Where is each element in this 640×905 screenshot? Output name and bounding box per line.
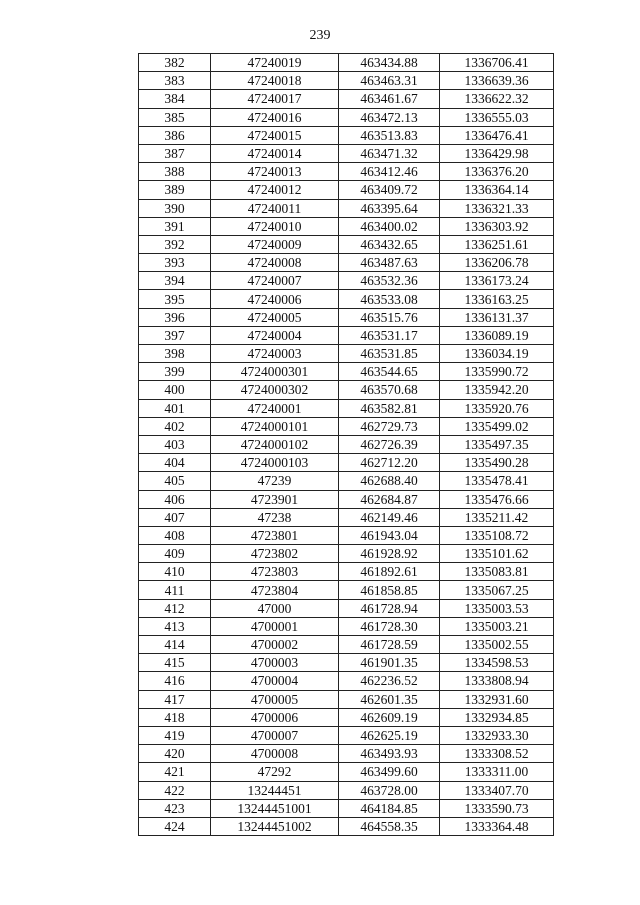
point-number-cell: 405 <box>139 472 211 490</box>
table-row <box>139 308 554 326</box>
table-row <box>139 54 554 72</box>
point-number-cell: 404 <box>139 454 211 472</box>
table-row <box>139 326 554 344</box>
table-row <box>139 381 554 399</box>
point-code-cell: 47240017 <box>211 90 339 108</box>
table-row <box>139 126 554 144</box>
point-code-cell: 13244451001 <box>211 799 339 817</box>
x-coordinate-cell: 463544.65 <box>339 363 440 381</box>
table-row <box>139 636 554 654</box>
x-coordinate-cell: 463400.02 <box>339 217 440 235</box>
point-number-cell: 386 <box>139 126 211 144</box>
page-number: 239 <box>309 28 331 43</box>
x-coordinate-cell: 461892.61 <box>339 563 440 581</box>
table-row <box>139 345 554 363</box>
table-row <box>139 763 554 781</box>
y-coordinate-cell: 1336376.20 <box>440 163 554 181</box>
point-code-cell: 4724000301 <box>211 363 339 381</box>
x-coordinate-cell: 462236.52 <box>339 672 440 690</box>
x-coordinate-cell: 463409.72 <box>339 181 440 199</box>
point-number-cell: 408 <box>139 526 211 544</box>
point-number-cell: 422 <box>139 781 211 799</box>
x-coordinate-cell: 463434.88 <box>339 54 440 72</box>
point-code-cell: 47240001 <box>211 399 339 417</box>
table-row <box>139 217 554 235</box>
point-number-cell: 394 <box>139 272 211 290</box>
point-code-cell: 4700004 <box>211 672 339 690</box>
point-number-cell: 420 <box>139 745 211 763</box>
x-coordinate-cell: 461928.92 <box>339 545 440 563</box>
y-coordinate-cell: 1336034.19 <box>440 345 554 363</box>
y-coordinate-cell: 1336206.78 <box>440 254 554 272</box>
y-coordinate-cell: 1336706.41 <box>440 54 554 72</box>
point-number-cell: 406 <box>139 490 211 508</box>
point-code-cell: 4723802 <box>211 545 339 563</box>
x-coordinate-cell: 462712.20 <box>339 454 440 472</box>
point-code-cell: 47240008 <box>211 254 339 272</box>
x-coordinate-cell: 463432.65 <box>339 235 440 253</box>
point-number-cell: 424 <box>139 817 211 835</box>
point-code-cell: 4724000103 <box>211 454 339 472</box>
point-code-cell: 4700008 <box>211 745 339 763</box>
y-coordinate-cell: 1336251.61 <box>440 235 554 253</box>
x-coordinate-cell: 462729.73 <box>339 417 440 435</box>
x-coordinate-cell: 464184.85 <box>339 799 440 817</box>
y-coordinate-cell: 1335942.20 <box>440 381 554 399</box>
table-row <box>139 490 554 508</box>
table-row <box>139 399 554 417</box>
y-coordinate-cell: 1335003.21 <box>440 617 554 635</box>
y-coordinate-cell: 1336303.92 <box>440 217 554 235</box>
y-coordinate-cell: 1336131.37 <box>440 308 554 326</box>
table-row <box>139 144 554 162</box>
point-number-cell: 396 <box>139 308 211 326</box>
x-coordinate-cell: 463513.83 <box>339 126 440 144</box>
table-row <box>139 817 554 835</box>
table-row <box>139 108 554 126</box>
y-coordinate-cell: 1334598.53 <box>440 654 554 672</box>
y-coordinate-cell: 1336429.98 <box>440 144 554 162</box>
table-row <box>139 472 554 490</box>
point-code-cell: 4724000102 <box>211 435 339 453</box>
table-row <box>139 254 554 272</box>
point-code-cell: 47240004 <box>211 326 339 344</box>
point-number-cell: 421 <box>139 763 211 781</box>
x-coordinate-cell: 463487.63 <box>339 254 440 272</box>
table-row <box>139 672 554 690</box>
point-number-cell: 382 <box>139 54 211 72</box>
x-coordinate-cell: 463493.93 <box>339 745 440 763</box>
point-number-cell: 401 <box>139 399 211 417</box>
y-coordinate-cell: 1335499.02 <box>440 417 554 435</box>
point-code-cell: 47239 <box>211 472 339 490</box>
point-number-cell: 418 <box>139 708 211 726</box>
coordinates-table-body <box>139 54 554 836</box>
point-number-cell: 387 <box>139 144 211 162</box>
point-code-cell: 13244451002 <box>211 817 339 835</box>
point-number-cell: 413 <box>139 617 211 635</box>
y-coordinate-cell: 1336163.25 <box>440 290 554 308</box>
point-code-cell: 47240011 <box>211 199 339 217</box>
table-row <box>139 199 554 217</box>
point-number-cell: 411 <box>139 581 211 599</box>
point-number-cell: 389 <box>139 181 211 199</box>
point-code-cell: 4723801 <box>211 526 339 544</box>
x-coordinate-cell: 462609.19 <box>339 708 440 726</box>
point-code-cell: 47240016 <box>211 108 339 126</box>
point-number-cell: 385 <box>139 108 211 126</box>
point-code-cell: 47240019 <box>211 54 339 72</box>
coordinates-table <box>138 53 554 836</box>
point-code-cell: 47240012 <box>211 181 339 199</box>
point-code-cell: 13244451 <box>211 781 339 799</box>
point-number-cell: 403 <box>139 435 211 453</box>
point-number-cell: 392 <box>139 235 211 253</box>
table-row <box>139 545 554 563</box>
y-coordinate-cell: 1333364.48 <box>440 817 554 835</box>
y-coordinate-cell: 1335490.28 <box>440 454 554 472</box>
x-coordinate-cell: 463461.67 <box>339 90 440 108</box>
point-number-cell: 417 <box>139 690 211 708</box>
y-coordinate-cell: 1335108.72 <box>440 526 554 544</box>
point-code-cell: 47240013 <box>211 163 339 181</box>
table-row <box>139 799 554 817</box>
point-number-cell: 388 <box>139 163 211 181</box>
y-coordinate-cell: 1335990.72 <box>440 363 554 381</box>
point-number-cell: 397 <box>139 326 211 344</box>
point-code-cell: 4723804 <box>211 581 339 599</box>
point-number-cell: 410 <box>139 563 211 581</box>
y-coordinate-cell: 1335067.25 <box>440 581 554 599</box>
point-code-cell: 47292 <box>211 763 339 781</box>
y-coordinate-cell: 1332931.60 <box>440 690 554 708</box>
y-coordinate-cell: 1333808.94 <box>440 672 554 690</box>
table-row <box>139 599 554 617</box>
x-coordinate-cell: 461728.30 <box>339 617 440 635</box>
y-coordinate-cell: 1333590.73 <box>440 799 554 817</box>
point-code-cell: 47240009 <box>211 235 339 253</box>
x-coordinate-cell: 463532.36 <box>339 272 440 290</box>
y-coordinate-cell: 1336173.24 <box>440 272 554 290</box>
x-coordinate-cell: 463582.81 <box>339 399 440 417</box>
y-coordinate-cell: 1335478.41 <box>440 472 554 490</box>
x-coordinate-cell: 462149.46 <box>339 508 440 526</box>
x-coordinate-cell: 463499.60 <box>339 763 440 781</box>
y-coordinate-cell: 1335003.53 <box>440 599 554 617</box>
point-number-cell: 393 <box>139 254 211 272</box>
point-number-cell: 390 <box>139 199 211 217</box>
x-coordinate-cell: 463570.68 <box>339 381 440 399</box>
x-coordinate-cell: 461728.94 <box>339 599 440 617</box>
point-code-cell: 47240010 <box>211 217 339 235</box>
x-coordinate-cell: 461943.04 <box>339 526 440 544</box>
table-row <box>139 526 554 544</box>
x-coordinate-cell: 463463.31 <box>339 72 440 90</box>
point-number-cell: 416 <box>139 672 211 690</box>
y-coordinate-cell: 1336622.32 <box>440 90 554 108</box>
y-coordinate-cell: 1335083.81 <box>440 563 554 581</box>
y-coordinate-cell: 1333308.52 <box>440 745 554 763</box>
table-row <box>139 235 554 253</box>
x-coordinate-cell: 462688.40 <box>339 472 440 490</box>
table-row <box>139 508 554 526</box>
point-number-cell: 399 <box>139 363 211 381</box>
point-code-cell: 47238 <box>211 508 339 526</box>
x-coordinate-cell: 463515.76 <box>339 308 440 326</box>
point-code-cell: 47240007 <box>211 272 339 290</box>
point-number-cell: 398 <box>139 345 211 363</box>
table-row <box>139 290 554 308</box>
x-coordinate-cell: 461728.59 <box>339 636 440 654</box>
y-coordinate-cell: 1335002.55 <box>440 636 554 654</box>
point-code-cell: 47000 <box>211 599 339 617</box>
point-code-cell: 4724000101 <box>211 417 339 435</box>
point-number-cell: 415 <box>139 654 211 672</box>
y-coordinate-cell: 1336555.03 <box>440 108 554 126</box>
x-coordinate-cell: 464558.35 <box>339 817 440 835</box>
y-coordinate-cell: 1336476.41 <box>440 126 554 144</box>
point-number-cell: 407 <box>139 508 211 526</box>
point-number-cell: 409 <box>139 545 211 563</box>
y-coordinate-cell: 1336321.33 <box>440 199 554 217</box>
y-coordinate-cell: 1335476.66 <box>440 490 554 508</box>
x-coordinate-cell: 463533.08 <box>339 290 440 308</box>
table-row <box>139 90 554 108</box>
x-coordinate-cell: 462726.39 <box>339 435 440 453</box>
point-code-cell: 47240006 <box>211 290 339 308</box>
y-coordinate-cell: 1336639.36 <box>440 72 554 90</box>
x-coordinate-cell: 461858.85 <box>339 581 440 599</box>
y-coordinate-cell: 1335101.62 <box>440 545 554 563</box>
x-coordinate-cell: 463531.85 <box>339 345 440 363</box>
x-coordinate-cell: 462684.87 <box>339 490 440 508</box>
y-coordinate-cell: 1332934.85 <box>440 708 554 726</box>
point-code-cell: 47240018 <box>211 72 339 90</box>
point-number-cell: 383 <box>139 72 211 90</box>
table-row <box>139 272 554 290</box>
point-number-cell: 400 <box>139 381 211 399</box>
x-coordinate-cell: 462601.35 <box>339 690 440 708</box>
y-coordinate-cell: 1333311.00 <box>440 763 554 781</box>
point-code-cell: 4723803 <box>211 563 339 581</box>
y-coordinate-cell: 1335920.76 <box>440 399 554 417</box>
table-row <box>139 745 554 763</box>
x-coordinate-cell: 463472.13 <box>339 108 440 126</box>
table-row <box>139 72 554 90</box>
x-coordinate-cell: 463531.17 <box>339 326 440 344</box>
point-code-cell: 4700001 <box>211 617 339 635</box>
point-number-cell: 414 <box>139 636 211 654</box>
point-number-cell: 423 <box>139 799 211 817</box>
x-coordinate-cell: 463728.00 <box>339 781 440 799</box>
table-row <box>139 181 554 199</box>
point-number-cell: 395 <box>139 290 211 308</box>
point-number-cell: 384 <box>139 90 211 108</box>
point-number-cell: 402 <box>139 417 211 435</box>
point-number-cell: 412 <box>139 599 211 617</box>
y-coordinate-cell: 1335211.42 <box>440 508 554 526</box>
point-number-cell: 419 <box>139 726 211 744</box>
y-coordinate-cell: 1336089.19 <box>440 326 554 344</box>
table-row <box>139 726 554 744</box>
x-coordinate-cell: 463412.46 <box>339 163 440 181</box>
table-row <box>139 563 554 581</box>
point-code-cell: 47240005 <box>211 308 339 326</box>
point-code-cell: 4700003 <box>211 654 339 672</box>
point-code-cell: 4700006 <box>211 708 339 726</box>
table-row <box>139 581 554 599</box>
point-code-cell: 4723901 <box>211 490 339 508</box>
point-code-cell: 4700002 <box>211 636 339 654</box>
table-row <box>139 690 554 708</box>
table-row <box>139 781 554 799</box>
point-code-cell: 4724000302 <box>211 381 339 399</box>
table-row <box>139 417 554 435</box>
point-code-cell: 47240015 <box>211 126 339 144</box>
x-coordinate-cell: 461901.35 <box>339 654 440 672</box>
table-row <box>139 363 554 381</box>
x-coordinate-cell: 462625.19 <box>339 726 440 744</box>
table-row <box>139 454 554 472</box>
y-coordinate-cell: 1335497.35 <box>440 435 554 453</box>
x-coordinate-cell: 463395.64 <box>339 199 440 217</box>
point-code-cell: 4700007 <box>211 726 339 744</box>
point-code-cell: 4700005 <box>211 690 339 708</box>
table-row <box>139 708 554 726</box>
y-coordinate-cell: 1333407.70 <box>440 781 554 799</box>
table-row <box>139 617 554 635</box>
y-coordinate-cell: 1332933.30 <box>440 726 554 744</box>
point-number-cell: 391 <box>139 217 211 235</box>
table-row <box>139 163 554 181</box>
point-code-cell: 47240003 <box>211 345 339 363</box>
table-row <box>139 435 554 453</box>
point-code-cell: 47240014 <box>211 144 339 162</box>
y-coordinate-cell: 1336364.14 <box>440 181 554 199</box>
table-row <box>139 654 554 672</box>
x-coordinate-cell: 463471.32 <box>339 144 440 162</box>
